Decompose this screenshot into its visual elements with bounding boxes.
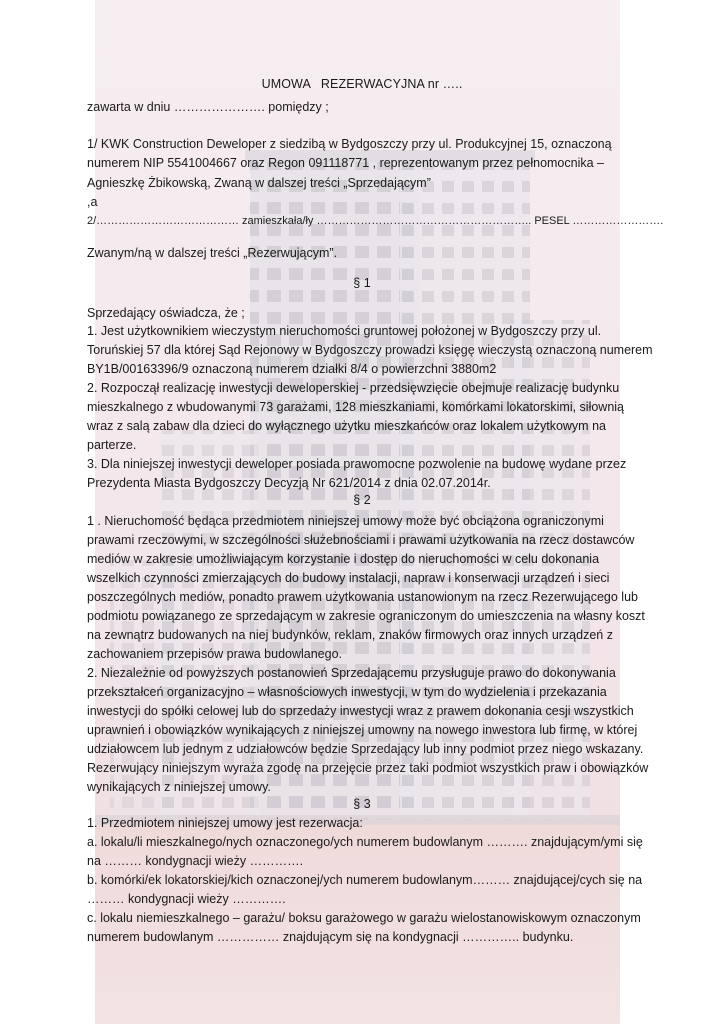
party-1-line-2: numerem NIP 5541004667 oraz Regon 091118771 , reprezentowanym przez pełnomocnika – (87, 156, 604, 170)
paragraph-line: Rezerwujący niniejszym wyraża zgodę na przejęcie przez taki podmiot wszystkich praw i obowiązków (87, 761, 649, 775)
paragraph-line: 3. Dla niniejszej inwestycji deweloper posiada prawomocne pozwolenie na budowę wydane przez (87, 457, 627, 471)
paragraph-line: Sprzedający oświadcza, że ; (87, 306, 245, 320)
conjunction-line: ,a (87, 195, 98, 209)
paragraph-line: BY1B/00163396/9 oznaczoną numerem działki 8/4 o powierzchni 3880m2 (87, 362, 497, 376)
date-line: zawarta w dniu …………………. pomiędzy ; (87, 100, 329, 114)
paragraph-line: Prezydenta Miasta Bydgoszczy Decyzją Nr 621/2014 z dnia 02.07.2014r. (87, 476, 491, 490)
paragraph-line: c. lokalu niemieszkalnego – garażu/ boksu garażowego w garażu wielostanowiskowym oznaczonym (87, 911, 641, 925)
paragraph-line: wynikających z niniejszej umowy. (87, 780, 271, 794)
paragraph-line: a. lokalu/li mieszkalnego/nych oznaczonego/ych numerem budowlanym ………. znajdującym/ymi się (87, 835, 643, 849)
paragraph-line: przekształceń organizacyjno – własnościowych inwestycji, w tym do wydzielenia i przekazania (87, 685, 607, 699)
section-1-heading: § 1 (353, 276, 371, 290)
paragraph-line: zachowaniem przepisów prawa budowlanego. (87, 647, 343, 661)
paragraph-line: 2. Rozpoczął realizację inwestycji deweloperskiej - przedsięwzięcie obejmuje realizację budynku (87, 381, 620, 395)
paragraph-line: b. komórki/ek lokatorskiej/kich oznaczonej/ych numerem budowlanym……… znajdującej/cych się na (87, 873, 643, 887)
paragraph-line: mieszkalnego z wbudowanymi 73 garażami, 128 mieszkaniami, komórkami lokatorskimi, siłownią (87, 400, 625, 414)
paragraph-line: poszczególnych mediów, ponadto prawem użytkowania ustanowionym na rzecz Rezerwującego lub (87, 590, 638, 604)
document-title: UMOWA REZERWACYJNA nr ….. (261, 77, 463, 91)
section-3-heading: § 3 (353, 797, 371, 811)
paragraph-line: wraz z salą zabaw dla dzieci do wyłącznego użytku mieszkańców oraz lokalem użytkowym na (87, 419, 606, 433)
paragraph-line: parterze. (87, 438, 137, 452)
paragraph-line: inwestycji do spółki celowej lub do sprzedaży inwestycji wraz z prawem dokonania cesji wszystkich (87, 704, 634, 718)
paragraph-line: na ……… kondygnacji wieży …………. (87, 854, 304, 868)
paragraph-line: mediów w zakresie umożliwiającym korzystanie i dostęp do nieruchomości w celu dokonania (87, 552, 600, 566)
paragraph-line: 1. Jest użytkownikiem wieczystym nieruchomości gruntowej położonej w Bydgoszczy przy ul. (87, 324, 602, 338)
party-1-line-1: 1/ KWK Construction Deweloper z siedzibą w Bydgoszczy przy ul. Produkcyjnej 15, oznaczoną (87, 137, 612, 151)
paragraph-line: 2. Niezależnie od powyższych postanowień Sprzedającemu przysługuje prawo do dokonywania (87, 666, 616, 680)
paragraph-line: wszelkich czynności zmierzających do budowy instalacji, napraw i konserwacji urządzeń i sieci (87, 571, 610, 585)
paragraph-line: 1. Przedmiotem niniejszej umowy jest rezerwacja: (87, 816, 363, 830)
paragraph-line: prawami rzeczowymi, w szczególności służebnościami i prawami użytkowania na rzecz dostawców (87, 533, 635, 547)
paragraph-line: podmiotu powiązanego ze sprzedającym w zakresie ograniczonym do umieszczenia na własny koszt (87, 609, 645, 623)
paragraph-line: 1 . Nieruchomość będąca przedmiotem niniejszej umowy może być obciążona ograniczonymi (87, 514, 604, 528)
party-1-line-3: Agnieszkę Żbikowską, Zwaną w dalszej treści „Sprzedającym” (87, 176, 431, 190)
paragraph-line: uprawnień i obowiązków wynikających z niniejszej umowny na nowego inwestora lub firmę, w której (87, 723, 638, 737)
paragraph-line: numerem budowlanym …………… znajdującym się na kondygnacji ………….. budynku. (87, 930, 574, 944)
party-2-designation: Zwanym/ną w dalszej treści „Rezerwującym”. (87, 246, 338, 260)
paragraph-line: ……… kondygnacji wieży …………. (87, 892, 286, 906)
section-2-heading: § 2 (353, 493, 371, 507)
paragraph-line: na zewnątrz budowanych na niej budynków, reklam, znaków firmowych oraz innych urządzeń z (87, 628, 613, 642)
paragraph-line: udziałowcem lub jednym z udziałowców będzie Sprzedający lub inny podmiot przez niego wskazany. (87, 742, 644, 756)
party-2-line: 2/………………………………… zamieszkała/ły ………………………………………………….. PESEL ……………………. (87, 215, 664, 227)
paragraph-line: Toruńskiej 57 dla której Sąd Rejonowy w Bydgoszczy prowadzi księgę wieczystą oznaczoną numerem (87, 343, 653, 357)
